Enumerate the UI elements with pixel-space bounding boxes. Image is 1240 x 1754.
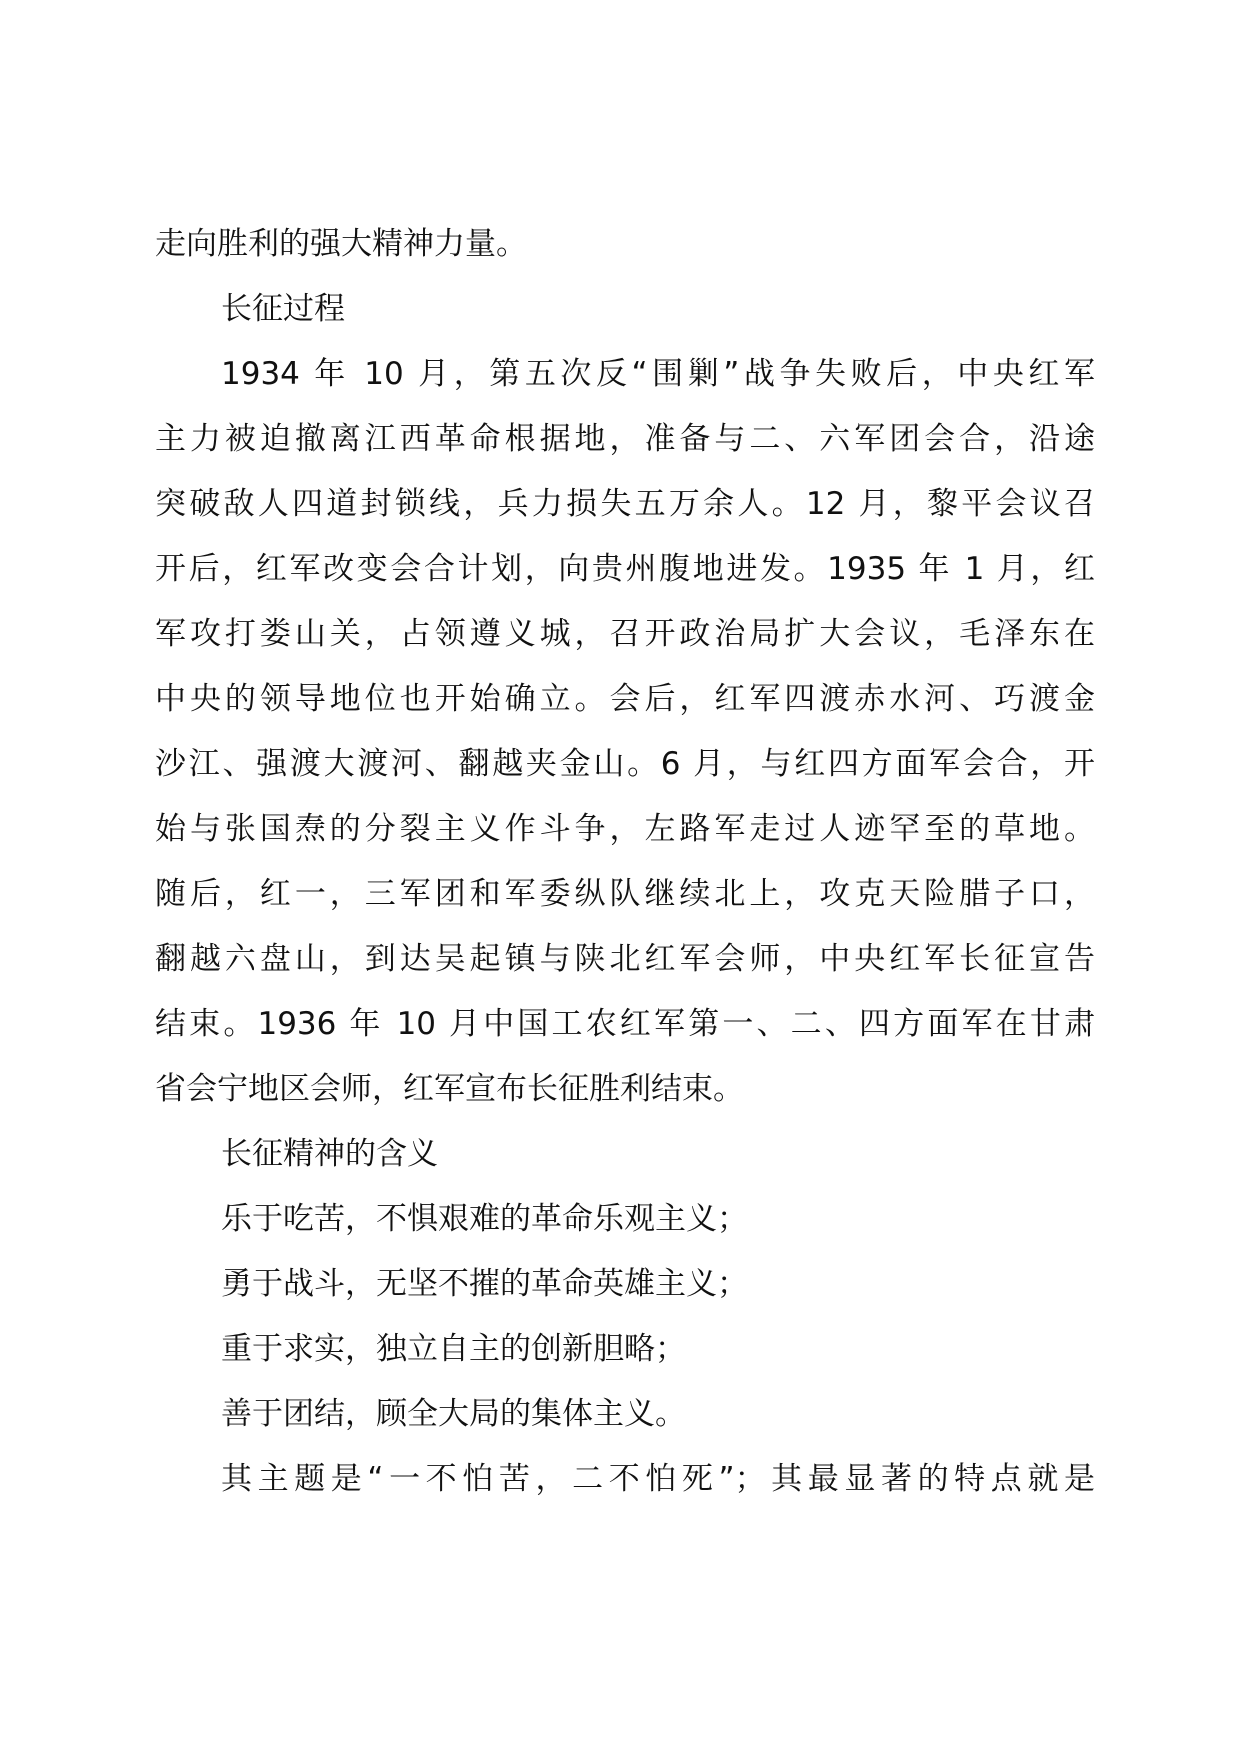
text-line: 随后，红一，三军团和军委纵队继续北上，攻克天险腊子口， [155, 876, 1095, 912]
text-line: 主力被迫撤离江西革命根据地，准备与二、六军团会合，沿途 [155, 421, 1095, 457]
text-line: 突破敌人四道封锁线，兵力损失五万余人。12 月，黎平会议召 [155, 486, 1095, 522]
spirit-item: 善于团结，顾全大局的集体主义。 [221, 1396, 686, 1432]
spirit-item: 重于求实，独立自主的创新胆略； [221, 1331, 686, 1367]
spirit-item: 乐于吃苦，不惧艰难的革命乐观主义； [221, 1201, 748, 1237]
text-line: 沙江、强渡大渡河、翻越夹金山。6 月，与红四方面军会合，开 [155, 746, 1095, 782]
body-text [155, 212, 1095, 1512]
text-line: 开后，红军改变会合计划，向贵州腹地进发。1935 年 1 月，红 [155, 551, 1095, 587]
text-line: 结束。1936 年 10 月中国工农红军第一、二、四方面军在甘肃 [155, 1006, 1095, 1042]
text-line: 始与张国焘的分裂主义作斗争，左路军走过人迹罕至的草地。 [155, 811, 1095, 847]
section-heading-long-march-spirit: 长征精神的含义 [221, 1136, 438, 1172]
text-line: 1934 年 10 月，第五次反“围剿”战争失败后，中央红军 [221, 356, 1095, 392]
text-line: 军攻打娄山关，占领遵义城，召开政治局扩大会议，毛泽东在 [155, 616, 1095, 652]
text-line: 省会宁地区会师，红军宣布长征胜利结束。 [155, 1071, 744, 1107]
spirit-item: 勇于战斗，无坚不摧的革命英雄主义； [221, 1266, 748, 1302]
text-line: 走向胜利的强大精神力量。 [155, 226, 527, 262]
text-line: 翻越六盘山，到达吴起镇与陕北红军会师，中央红军长征宣告 [155, 941, 1095, 977]
text-line: 中央的领导地位也开始确立。会后，红军四渡赤水河、巧渡金 [155, 681, 1095, 717]
text-line: 其主题是“一不怕苦，二不怕死”；其最显著的特点就是 [221, 1461, 1095, 1497]
section-heading-long-march-process: 长征过程 [221, 291, 345, 327]
